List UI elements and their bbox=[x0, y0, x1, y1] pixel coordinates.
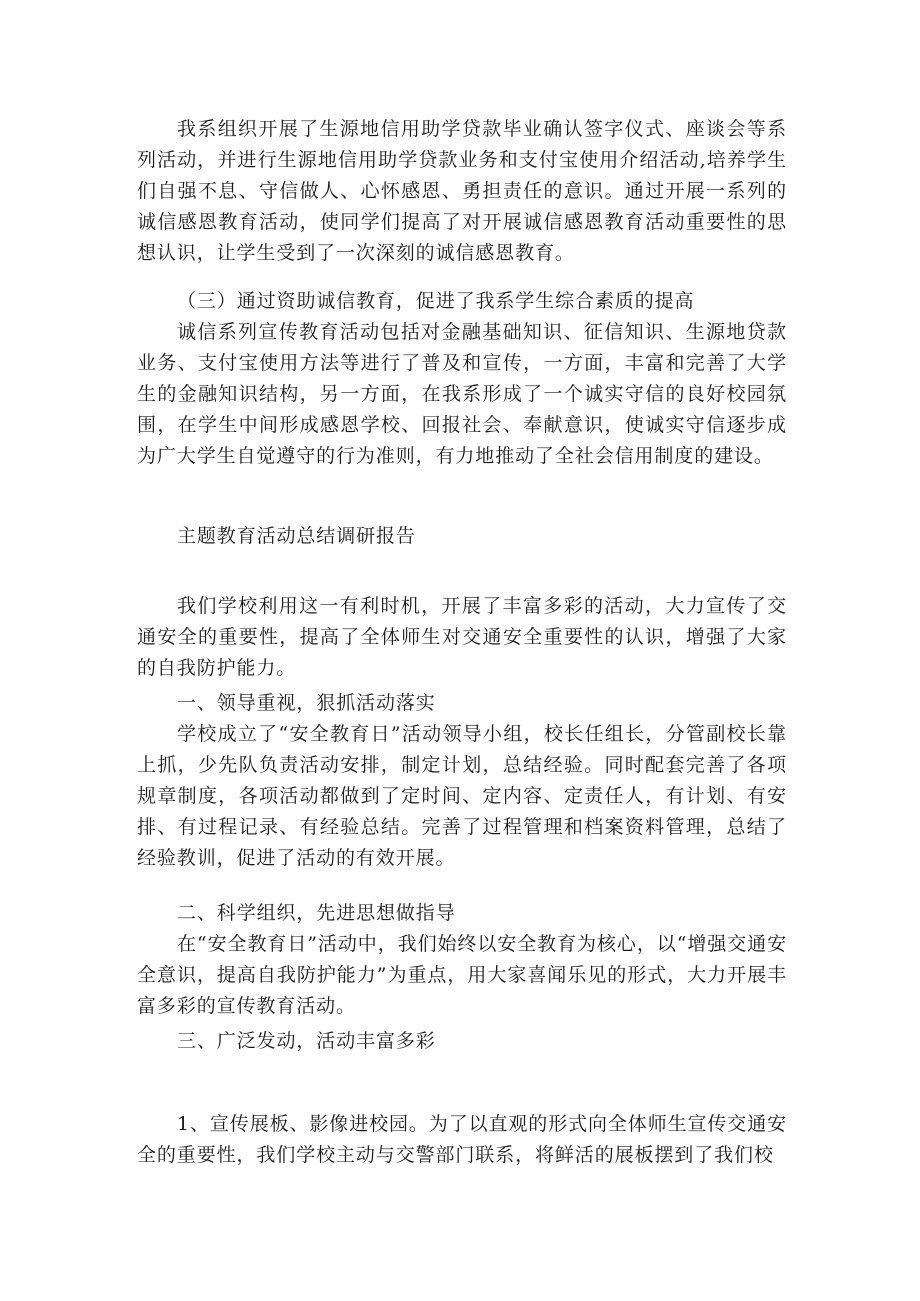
section-heading-leadership: 一、领导重视，狠抓活动落实 bbox=[177, 692, 436, 714]
paragraph-exhibition-boards: 1、宣传展板、影像进校园。为了以直观的形式向全体师生宣传交通安全的重要性，我们学校主动与交警部门联系，将鲜活的展板摆到了我们校 bbox=[137, 1113, 787, 1166]
paragraph-activities-summary: 我系组织开展了生源地信用助学贷款毕业确认签字仪式、座谈会等系列活动，并进行生源地信用助学贷款业务和支付宝使用介绍活动,培养学生们自强不息、守信做人、心怀感恩、勇担责任的意识。通过开展一系列的诚信感恩教育活动，使同学们提高了对开展诚信感恩教育活动重要性的思想认识，让学生受到了一次深刻的诚信感恩教育。 bbox=[137, 118, 787, 264]
subheading-integrity-education: （三）通过资助诚信教育，促进了我系学生综合素质的提高 bbox=[177, 290, 695, 312]
paragraph-traffic-safety-intro: 我们学校利用这一有利时机，开展了丰富多彩的活动，大力宣传了交通安全的重要性，提高了全体师生对交通安全重要性的认识，增强了大家的自我防护能力。 bbox=[137, 595, 787, 679]
section-heading-organization: 二、科学组织，先进思想做指导 bbox=[177, 902, 456, 924]
report-title: 主题教育活动总结调研报告 bbox=[177, 525, 416, 547]
paragraph-leadership: 学校成立了“安全教育日”活动领导小组，校长任组长，分管副校长靠上抓，少先队负责活动安排，制定计划，总结经验。同时配套完善了各项规章制度，各项活动都做到了定时间、定内容、定责任人，有计划、有安排、有过程记录、有经验总结。完善了过程管理和档案资料管理，总结了经验教训，促进了活动的有效开展。 bbox=[137, 723, 787, 869]
paragraph-integrity-campaign: 诚信系列宣传教育活动包括对金融基础知识、征信知识、生源地贷款业务、支付宝使用方法等进行了普及和宣传，一方面，丰富和完善了大学生的金融知识结构，另一方面，在我系形成了一个诚实守信的良好校园氛围，在学生中间形成感恩学校、回报社会、奉献意识，使诚实守信逐步成为广大学生自觉遵守的行为准则，有力地推动了全社会信用制度的建设。 bbox=[137, 321, 787, 467]
section-heading-mobilization: 三、广泛发动，活动丰富多彩 bbox=[177, 1030, 436, 1052]
paragraph-organization: 在“安全教育日”活动中，我们始终以安全教育为核心，以“增强交通安全意识，提高自我防护能力”为重点，用大家喜闻乐见的形式，大力开展丰富多彩的宣传教育活动。 bbox=[137, 933, 787, 1017]
